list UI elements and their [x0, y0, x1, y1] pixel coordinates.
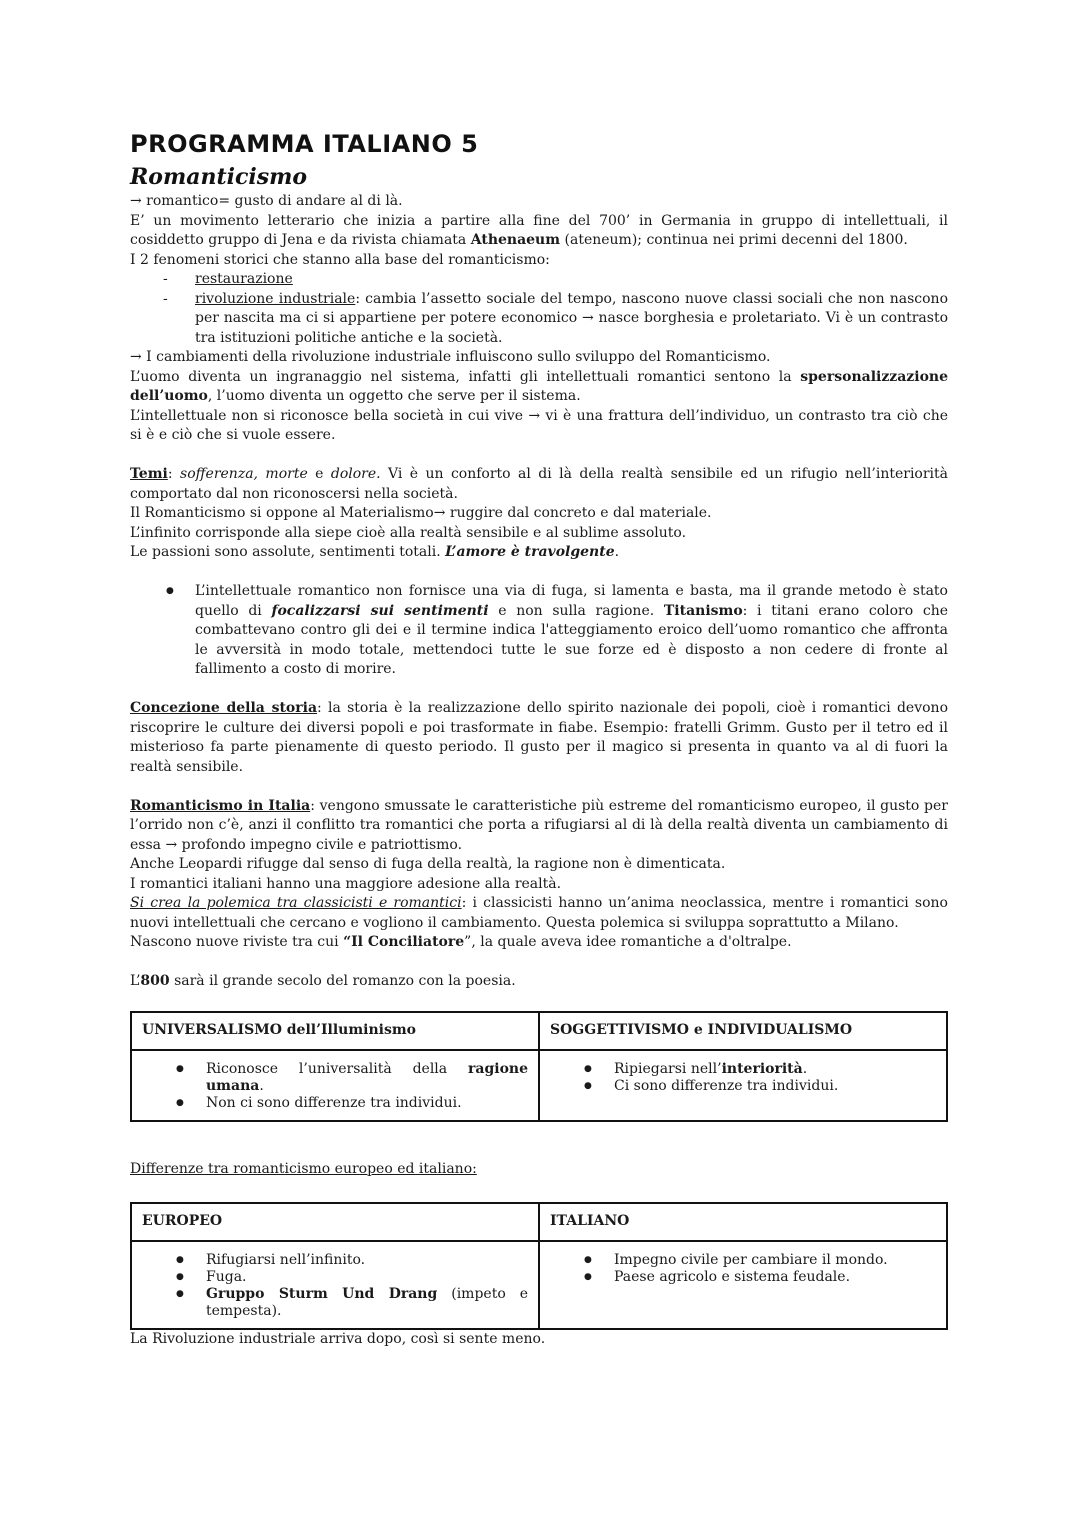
table-cell [539, 1241, 947, 1329]
table-header-cell: SOGGETTIVISMO e INDIVIDUALISMO [539, 1012, 947, 1050]
paragraph: L’infinito corrisponde alla siepe cioè alla realtà sensibile e al sublime assoluto. [130, 524, 687, 541]
list-item: ● Gruppo Sturm Und Drang (impeto e tempesta). [142, 1286, 528, 1320]
list-item: ● Ripiegarsi nell’interiorità. [550, 1061, 936, 1078]
list-item: ● Fuga. [142, 1269, 528, 1286]
table-cell [539, 1050, 947, 1121]
paragraph: Le passioni sono assolute, sentimenti totali. L’amore è travolgente. [130, 544, 620, 560]
paragraph: Il Romanticismo si oppone al Materialismo→ ruggire dal concreto e dal materiale. [130, 505, 712, 521]
paragraph: I romantici italiani hanno una maggiore adesione alla realtà. [130, 875, 562, 892]
list-item: - restaurazione [130, 270, 948, 290]
list-item: - rivoluzione industriale: cambia l’assetto sociale del tempo, nascono nuove classi sociali che non nascono per nascita ma ci si appartiene per potere economico → nasce borghesia e proletariato. Vi è un contrasto tra istituzioni politiche antiche e la società. [130, 290, 948, 349]
polemica-paragraph: Si crea la polemica tra classicisti e romantici: i classicisti hanno un’anima neoclassica, mentre i romantici sono nuovi intellettuali che cercano e vogliono il cambiamento. Questa polemica si sviluppa soprattutto a Milano. [130, 895, 948, 931]
historical-phenomena-intro: I 2 fenomeni storici che stanno alla base del romanticismo: [130, 251, 550, 268]
table-cell [131, 1241, 539, 1329]
page-title: PROGRAMMA ITALIANO 5 [130, 130, 479, 158]
definition-line: → romantico= gusto di andare al di là. [130, 193, 403, 209]
closing-line: La Rivoluzione industriale arriva dopo, così si sente meno. [130, 1330, 546, 1347]
list-item: ● Rifugiarsi nell’infinito. [142, 1252, 528, 1269]
paragraph: L’uomo diventa un ingranaggio nel sistema, infatti gli intellettuali romantici sentono la spersonalizzazione dell’uomo, l’uomo diventa un oggetto che serve per il sistema. [130, 368, 948, 404]
differences-table [130, 1202, 948, 1330]
intro-paragraph: E’ un movimento letterario che inizia a partire alla fine del 700’ in Germania in gruppo di intellettuali, il cosiddetto gruppo di Jena e da rivista chiamata Athenaeum (ateneum); continua nei primi decenni del 1800. [130, 212, 948, 248]
paragraph: Anche Leopardi rifugge dal senso di fuga della realtà, la ragione non è dimenticata. [130, 856, 726, 872]
document-page [130, 130, 948, 1349]
phenomena-list [130, 270, 948, 348]
bullet-list [130, 582, 948, 680]
differences-title: Differenze tra romanticismo europeo ed italiano: [130, 1161, 477, 1177]
paragraph: L’intellettuale non si riconosce bella società in cui vive → vi è una frattura dell’individuo, un contrasto tra ciò che si è e ciò che si vuole essere. [130, 407, 948, 443]
list-item: ● Riconosce l’universalità della ragione umana. [142, 1061, 528, 1095]
paragraph: L’800 sarà il grande secolo del romanzo con la poesia. [130, 973, 516, 989]
paragraph: → I cambiamenti della rivoluzione industriale influiscono sullo sviluppo del Romanticismo. [130, 349, 771, 365]
list-item: ● Impegno civile per cambiare il mondo. [550, 1252, 936, 1269]
temi-paragraph: Temi: sofferenza, morte e dolore. Vi è un conforto al di là della realtà sensibile ed un rifugio nell’interiorità comportato dal non riconoscersi nella società. [130, 466, 948, 502]
table-cell [131, 1050, 539, 1121]
paragraph: Nascono nuove riviste tra cui “Il Conciliatore”, la quale aveva idee romantiche a d'oltralpe. [130, 934, 792, 950]
list-item: ● Non ci sono differenze tra individui. [142, 1095, 528, 1112]
table-header-cell: EUROPEO [131, 1203, 539, 1241]
storia-paragraph: Concezione della storia: la storia è la realizzazione dello spirito nazionale dei popoli, cioè i romantici devono riscoprire le culture dei diversi popoli e poi trasformate in fiabe. Esempio: fratelli Grimm. Gusto per il tetro ed il misterioso fa parte pienamente di questo periodo. Il gusto per il magico si presenta in quanto va al di fuori la realtà sensibile. [130, 700, 949, 775]
table-header-cell: UNIVERSALISMO dell’Illuminismo [131, 1012, 539, 1050]
list-item: ● Ci sono differenze tra individui. [550, 1078, 936, 1095]
list-item: ● L’intellettuale romantico non fornisce una via di fuga, si lamenta e basta, ma il grande metodo è stato quello di focalizzarsi sui sentimenti e non sulla ragione. Titanismo: i titani erano coloro che combattevano contro gli dei e il termine indica l'atteggiamento eroico dell’uomo romantico che affronta le avversità in modo totale, mettendoci tutte le sue forze ed è disposto a non cedere di fronte al fallimento a costo di morire. [130, 582, 948, 680]
universalism-table [130, 1011, 948, 1122]
list-item: ● Paese agricolo e sistema feudale. [550, 1269, 936, 1286]
table-header-cell: ITALIANO [539, 1203, 947, 1241]
section-title-romanticismo: Romanticismo [130, 164, 308, 190]
italia-paragraph: Romanticismo in Italia: vengono smussate le caratteristiche più estreme del romanticismo europeo, il gusto per l’orrido non c’è, anzi il conflitto tra romantici che porta a rifugiarsi al di là della realtà diventa un cambiamento di essa → profondo impegno civile e patriottismo. [130, 797, 948, 853]
